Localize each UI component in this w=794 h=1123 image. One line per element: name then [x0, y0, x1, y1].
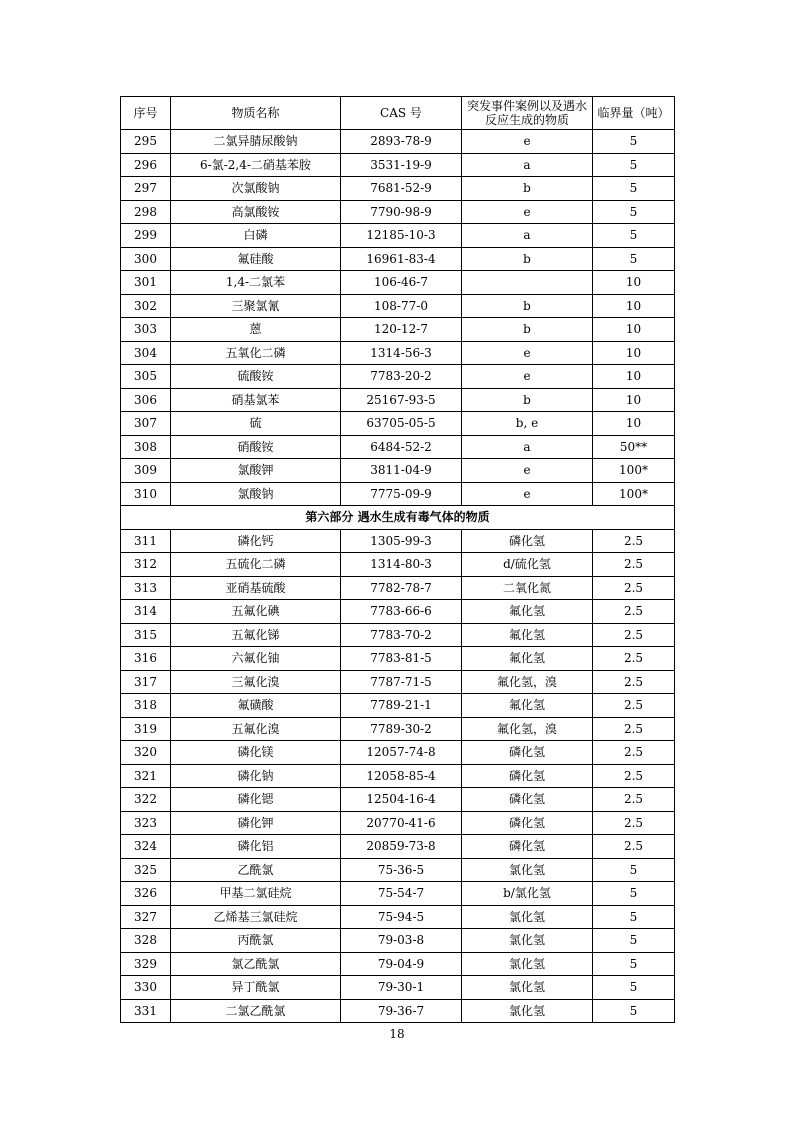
- substance-name-cell: 五氟化溴: [171, 717, 341, 741]
- threshold-quantity-cell: 5: [593, 882, 675, 906]
- table-row: [121, 177, 675, 201]
- serial-number-cell: 320: [121, 741, 171, 765]
- incident-case-cell: a: [462, 153, 593, 177]
- cas-number-cell: 12504-16-4: [341, 788, 462, 812]
- substance-name-cell: 磷化镁: [171, 741, 341, 765]
- threshold-quantity-cell: 5: [593, 952, 675, 976]
- incident-case-cell: 氟化氢: [462, 600, 593, 624]
- threshold-quantity-cell: 2.5: [593, 647, 675, 671]
- substance-name-cell: 硫: [171, 412, 341, 436]
- table-row: [121, 811, 675, 835]
- substance-name-cell: 氟硅酸: [171, 247, 341, 271]
- table-row: [121, 247, 675, 271]
- cas-number-cell: 106-46-7: [341, 271, 462, 295]
- incident-case-cell: e: [462, 341, 593, 365]
- table-row: [121, 153, 675, 177]
- serial-number-cell: 301: [121, 271, 171, 295]
- table-row: [121, 717, 675, 741]
- substance-name-cell: 氯酸钠: [171, 482, 341, 506]
- cas-number-cell: 108-77-0: [341, 294, 462, 318]
- threshold-quantity-cell: 2.5: [593, 764, 675, 788]
- threshold-quantity-cell: 5: [593, 224, 675, 248]
- header-serial-number: 序号: [121, 97, 171, 130]
- section-heading-row: [121, 506, 675, 530]
- serial-number-cell: 310: [121, 482, 171, 506]
- table-row: [121, 529, 675, 553]
- table-row: [121, 412, 675, 436]
- threshold-quantity-cell: 2.5: [593, 576, 675, 600]
- serial-number-cell: 321: [121, 764, 171, 788]
- table-row: [121, 882, 675, 906]
- incident-case-cell: b, e: [462, 412, 593, 436]
- substance-name-cell: 氯乙酰氯: [171, 952, 341, 976]
- table-row: [121, 271, 675, 295]
- cas-number-cell: 7783-70-2: [341, 623, 462, 647]
- incident-case-cell: 氟化氢: [462, 694, 593, 718]
- cas-number-cell: 6484-52-2: [341, 435, 462, 459]
- serial-number-cell: 296: [121, 153, 171, 177]
- table-row: [121, 318, 675, 342]
- threshold-quantity-cell: 10: [593, 294, 675, 318]
- serial-number-cell: 323: [121, 811, 171, 835]
- threshold-quantity-cell: 10: [593, 365, 675, 389]
- substance-name-cell: 磷化钠: [171, 764, 341, 788]
- threshold-quantity-cell: 100*: [593, 459, 675, 483]
- cas-number-cell: 63705-05-5: [341, 412, 462, 436]
- section-heading: 第六部分 遇水生成有毒气体的物质: [121, 506, 675, 530]
- incident-case-cell: 磷化氢: [462, 788, 593, 812]
- table-row: [121, 224, 675, 248]
- substance-name-cell: 乙酰氯: [171, 858, 341, 882]
- serial-number-cell: 315: [121, 623, 171, 647]
- serial-number-cell: 329: [121, 952, 171, 976]
- threshold-quantity-cell: 2.5: [593, 600, 675, 624]
- threshold-quantity-cell: 2.5: [593, 811, 675, 835]
- threshold-quantity-cell: 10: [593, 341, 675, 365]
- substance-name-cell: 磷化钙: [171, 529, 341, 553]
- incident-case-cell: 氟化氢: [462, 647, 593, 671]
- serial-number-cell: 299: [121, 224, 171, 248]
- substance-name-cell: 1,4-二氯苯: [171, 271, 341, 295]
- substance-name-cell: 五氧化二磷: [171, 341, 341, 365]
- serial-number-cell: 319: [121, 717, 171, 741]
- serial-number-cell: 326: [121, 882, 171, 906]
- table-row: [121, 623, 675, 647]
- serial-number-cell: 300: [121, 247, 171, 271]
- serial-number-cell: 302: [121, 294, 171, 318]
- incident-case-cell: b: [462, 388, 593, 412]
- table-row: [121, 365, 675, 389]
- substance-name-cell: 丙酰氯: [171, 929, 341, 953]
- cas-number-cell: 1314-56-3: [341, 341, 462, 365]
- threshold-quantity-cell: 5: [593, 858, 675, 882]
- incident-case-cell: 氯化氢: [462, 952, 593, 976]
- header-incident-case: 突发事件案例以及遇水反应生成的物质: [462, 97, 593, 130]
- incident-case-cell: 氯化氢: [462, 905, 593, 929]
- threshold-quantity-cell: 2.5: [593, 788, 675, 812]
- substance-name-cell: 五硫化二磷: [171, 553, 341, 577]
- substance-name-cell: 六氟化铀: [171, 647, 341, 671]
- incident-case-cell: a: [462, 435, 593, 459]
- incident-case-cell: e: [462, 459, 593, 483]
- cas-number-cell: 75-54-7: [341, 882, 462, 906]
- incident-case-cell: b: [462, 294, 593, 318]
- threshold-quantity-cell: 2.5: [593, 717, 675, 741]
- threshold-quantity-cell: 5: [593, 976, 675, 1000]
- substance-name-cell: 氟磺酸: [171, 694, 341, 718]
- serial-number-cell: 324: [121, 835, 171, 859]
- threshold-quantity-cell: 5: [593, 153, 675, 177]
- serial-number-cell: 328: [121, 929, 171, 953]
- threshold-quantity-cell: 5: [593, 999, 675, 1023]
- serial-number-cell: 313: [121, 576, 171, 600]
- serial-number-cell: 303: [121, 318, 171, 342]
- cas-number-cell: 7782-78-7: [341, 576, 462, 600]
- serial-number-cell: 311: [121, 529, 171, 553]
- substance-name-cell: 乙烯基三氯硅烷: [171, 905, 341, 929]
- substance-name-cell: 6-氯-2,4-二硝基苯胺: [171, 153, 341, 177]
- serial-number-cell: 295: [121, 130, 171, 154]
- incident-case-cell: b: [462, 318, 593, 342]
- cas-number-cell: 16961-83-4: [341, 247, 462, 271]
- table-row: [121, 576, 675, 600]
- threshold-quantity-cell: 50**: [593, 435, 675, 459]
- incident-case-cell: a: [462, 224, 593, 248]
- incident-case-cell: 磷化氢: [462, 835, 593, 859]
- table-header-row: [121, 97, 675, 130]
- page-number: 18: [389, 1027, 405, 1041]
- cas-number-cell: 7789-30-2: [341, 717, 462, 741]
- hazardous-substances-table: [120, 96, 675, 1023]
- substance-name-cell: 三聚氯氰: [171, 294, 341, 318]
- table-row: [121, 741, 675, 765]
- incident-case-cell: e: [462, 365, 593, 389]
- table-row: [121, 999, 675, 1023]
- serial-number-cell: 318: [121, 694, 171, 718]
- threshold-quantity-cell: 5: [593, 177, 675, 201]
- incident-case-cell: 氯化氢: [462, 858, 593, 882]
- incident-case-cell: 磷化氢: [462, 741, 593, 765]
- threshold-quantity-cell: 2.5: [593, 835, 675, 859]
- table-row: [121, 482, 675, 506]
- table-row: [121, 130, 675, 154]
- substance-name-cell: 蒽: [171, 318, 341, 342]
- serial-number-cell: 317: [121, 670, 171, 694]
- cas-number-cell: 75-36-5: [341, 858, 462, 882]
- table-row: [121, 694, 675, 718]
- threshold-quantity-cell: 10: [593, 388, 675, 412]
- threshold-quantity-cell: 2.5: [593, 670, 675, 694]
- incident-case-cell: 氟化氢，溴: [462, 670, 593, 694]
- threshold-quantity-cell: 10: [593, 412, 675, 436]
- serial-number-cell: 330: [121, 976, 171, 1000]
- threshold-quantity-cell: 10: [593, 271, 675, 295]
- substance-name-cell: 氯酸钾: [171, 459, 341, 483]
- cas-number-cell: 12058-85-4: [341, 764, 462, 788]
- threshold-quantity-cell: 2.5: [593, 694, 675, 718]
- substance-name-cell: 硫酸铵: [171, 365, 341, 389]
- cas-number-cell: 1305-99-3: [341, 529, 462, 553]
- cas-number-cell: 20859-73-8: [341, 835, 462, 859]
- cas-number-cell: 20770-41-6: [341, 811, 462, 835]
- incident-case-cell: e: [462, 200, 593, 224]
- serial-number-cell: 308: [121, 435, 171, 459]
- cas-number-cell: 79-04-9: [341, 952, 462, 976]
- table-row: [121, 341, 675, 365]
- table-row: [121, 670, 675, 694]
- threshold-quantity-cell: 2.5: [593, 553, 675, 577]
- cas-number-cell: 3531-19-9: [341, 153, 462, 177]
- incident-case-cell: 磷化氢: [462, 764, 593, 788]
- incident-case-cell: e: [462, 482, 593, 506]
- cas-number-cell: 2893-78-9: [341, 130, 462, 154]
- substance-name-cell: 五氟化锑: [171, 623, 341, 647]
- cas-number-cell: 3811-04-9: [341, 459, 462, 483]
- substance-name-cell: 白磷: [171, 224, 341, 248]
- threshold-quantity-cell: 2.5: [593, 529, 675, 553]
- serial-number-cell: 314: [121, 600, 171, 624]
- threshold-quantity-cell: 2.5: [593, 741, 675, 765]
- cas-number-cell: 7790-98-9: [341, 200, 462, 224]
- substance-name-cell: 磷化钾: [171, 811, 341, 835]
- substance-name-cell: 二氯异腈尿酸钠: [171, 130, 341, 154]
- cas-number-cell: 12057-74-8: [341, 741, 462, 765]
- threshold-quantity-cell: 5: [593, 929, 675, 953]
- substance-name-cell: 三氟化溴: [171, 670, 341, 694]
- threshold-quantity-cell: 5: [593, 247, 675, 271]
- table-row: [121, 905, 675, 929]
- threshold-quantity-cell: 10: [593, 318, 675, 342]
- incident-case-cell: b: [462, 177, 593, 201]
- cas-number-cell: 7775-09-9: [341, 482, 462, 506]
- serial-number-cell: 322: [121, 788, 171, 812]
- cas-number-cell: 120-12-7: [341, 318, 462, 342]
- incident-case-cell: b: [462, 247, 593, 271]
- header-substance-name: 物质名称: [171, 97, 341, 130]
- incident-case-cell: 氯化氢: [462, 999, 593, 1023]
- table-row: [121, 764, 675, 788]
- table-row: [121, 600, 675, 624]
- cas-number-cell: 12185-10-3: [341, 224, 462, 248]
- incident-case-cell: e: [462, 130, 593, 154]
- threshold-quantity-cell: 5: [593, 905, 675, 929]
- cas-number-cell: 79-03-8: [341, 929, 462, 953]
- incident-case-cell: 二氧化氮: [462, 576, 593, 600]
- threshold-quantity-cell: 100*: [593, 482, 675, 506]
- substance-name-cell: 硝基氯苯: [171, 388, 341, 412]
- table-row: [121, 459, 675, 483]
- cas-number-cell: 7783-20-2: [341, 365, 462, 389]
- incident-case-cell: 氯化氢: [462, 976, 593, 1000]
- header-cas-number: CAS 号: [341, 97, 462, 130]
- serial-number-cell: 309: [121, 459, 171, 483]
- threshold-quantity-cell: 5: [593, 200, 675, 224]
- substance-name-cell: 五氟化碘: [171, 600, 341, 624]
- threshold-quantity-cell: 2.5: [593, 623, 675, 647]
- substance-name-cell: 二氯乙酰氯: [171, 999, 341, 1023]
- incident-case-cell: [462, 271, 593, 295]
- substance-name-cell: 异丁酰氯: [171, 976, 341, 1000]
- table-row: [121, 835, 675, 859]
- cas-number-cell: 7789-21-1: [341, 694, 462, 718]
- table-row: [121, 929, 675, 953]
- substance-name-cell: 磷化铝: [171, 835, 341, 859]
- serial-number-cell: 327: [121, 905, 171, 929]
- serial-number-cell: 304: [121, 341, 171, 365]
- cas-number-cell: 7787-71-5: [341, 670, 462, 694]
- table-row: [121, 435, 675, 459]
- cas-number-cell: 7681-52-9: [341, 177, 462, 201]
- cas-number-cell: 1314-80-3: [341, 553, 462, 577]
- table-body: [121, 130, 675, 1023]
- cas-number-cell: 7783-81-5: [341, 647, 462, 671]
- table-row: [121, 952, 675, 976]
- substance-name-cell: 硝酸铵: [171, 435, 341, 459]
- substance-name-cell: 次氯酸钠: [171, 177, 341, 201]
- table-row: [121, 388, 675, 412]
- substance-name-cell: 亚硝基硫酸: [171, 576, 341, 600]
- incident-case-cell: 磷化氢: [462, 811, 593, 835]
- substance-name-cell: 高氯酸铵: [171, 200, 341, 224]
- cas-number-cell: 79-36-7: [341, 999, 462, 1023]
- threshold-quantity-cell: 5: [593, 130, 675, 154]
- cas-number-cell: 75-94-5: [341, 905, 462, 929]
- serial-number-cell: 325: [121, 858, 171, 882]
- table-row: [121, 553, 675, 577]
- cas-number-cell: 79-30-1: [341, 976, 462, 1000]
- substance-name-cell: 甲基二氯硅烷: [171, 882, 341, 906]
- serial-number-cell: 307: [121, 412, 171, 436]
- incident-case-cell: 氯化氢: [462, 929, 593, 953]
- serial-number-cell: 316: [121, 647, 171, 671]
- cas-number-cell: 25167-93-5: [341, 388, 462, 412]
- table-row: [121, 976, 675, 1000]
- incident-case-cell: 氟化氢，溴: [462, 717, 593, 741]
- incident-case-cell: 氟化氢: [462, 623, 593, 647]
- serial-number-cell: 297: [121, 177, 171, 201]
- serial-number-cell: 312: [121, 553, 171, 577]
- table-row: [121, 858, 675, 882]
- cas-number-cell: 7783-66-6: [341, 600, 462, 624]
- table-row: [121, 200, 675, 224]
- incident-case-cell: b/氯化氢: [462, 882, 593, 906]
- table-row: [121, 294, 675, 318]
- substance-name-cell: 磷化锶: [171, 788, 341, 812]
- header-threshold-quantity: 临界量（吨）: [593, 97, 675, 130]
- serial-number-cell: 298: [121, 200, 171, 224]
- table-row: [121, 788, 675, 812]
- serial-number-cell: 331: [121, 999, 171, 1023]
- serial-number-cell: 306: [121, 388, 171, 412]
- serial-number-cell: 305: [121, 365, 171, 389]
- incident-case-cell: d/硫化氢: [462, 553, 593, 577]
- incident-case-cell: 磷化氢: [462, 529, 593, 553]
- table-row: [121, 647, 675, 671]
